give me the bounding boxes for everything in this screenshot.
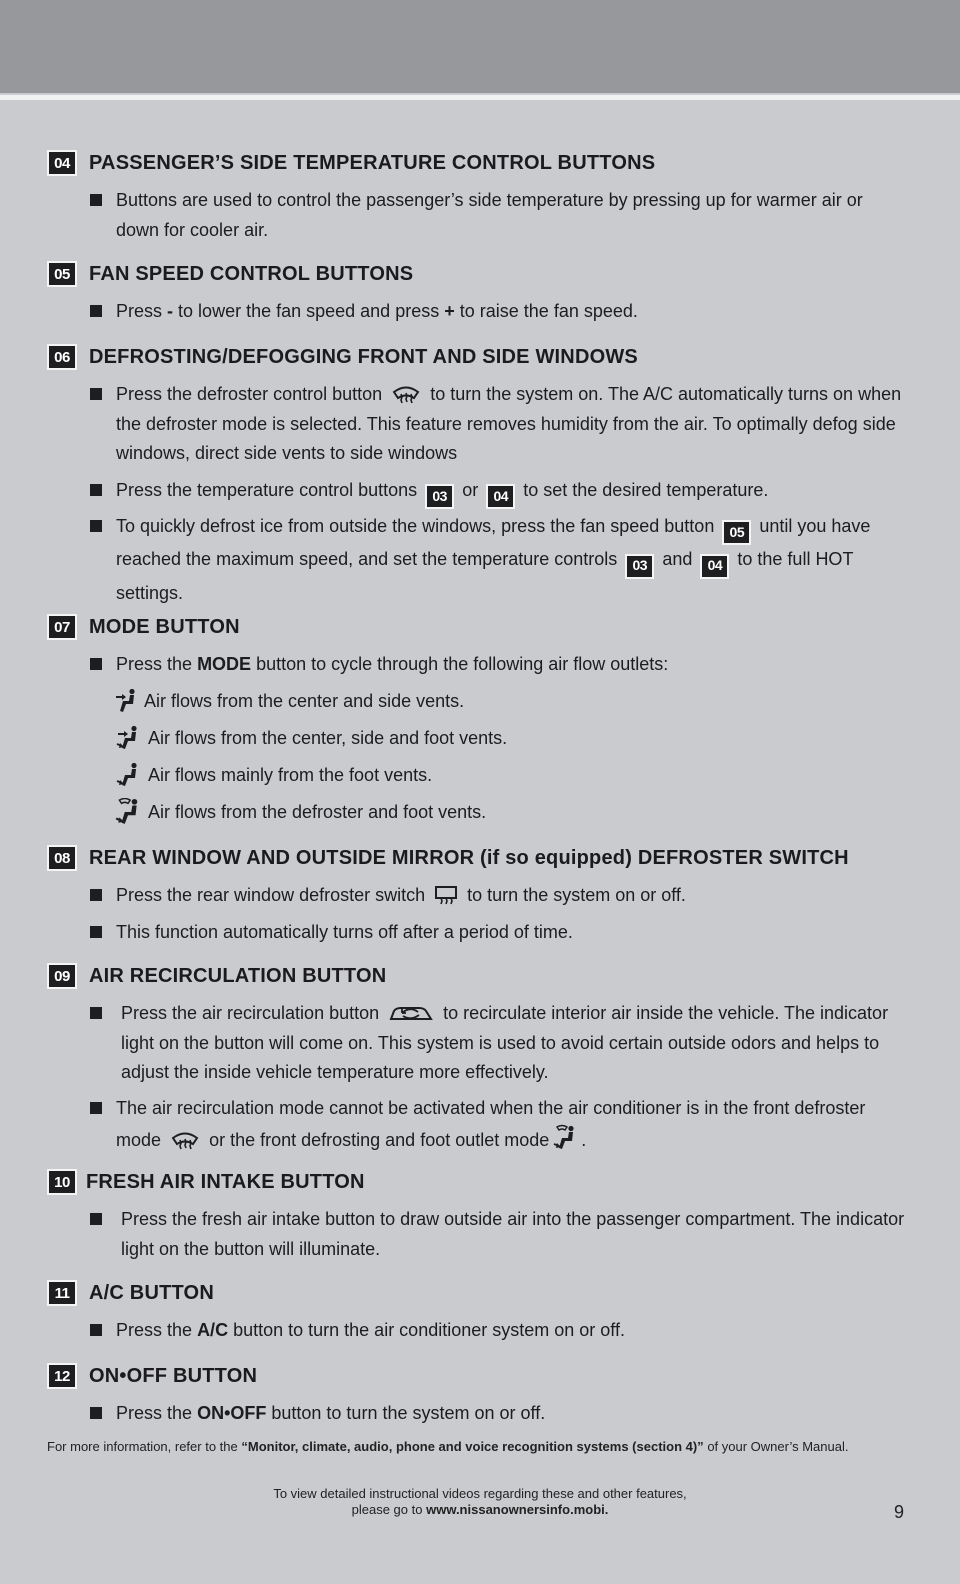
footer-line: To view detailed instructional videos regarding these and other features, <box>273 1486 687 1501</box>
text: until you have reached the maximum speed, and set the temperature controls <box>116 516 871 570</box>
front-defroster-icon <box>170 1128 200 1152</box>
text: Press the temperature control buttons <box>116 480 418 500</box>
text: to turn the system on. The A/C automatically turns on when the defroster mode is selected. This feature removes humidity from the air. To optimally defog side windows, direct side vents to side windows <box>116 384 902 463</box>
text: Press the rear window defroster switch <box>116 885 426 905</box>
bullet-square-icon <box>90 388 102 400</box>
section-title: FRESH AIR INTAKE BUTTON <box>86 1170 365 1193</box>
footer-line <box>200 1502 760 1518</box>
section-number-badge: 07 <box>47 614 77 640</box>
text: and <box>662 549 693 570</box>
section-title: FAN SPEED CONTROL BUTTONS <box>89 262 414 285</box>
section-number-badge: 08 <box>47 845 77 871</box>
text: Press <box>116 301 163 321</box>
bullet-text <box>116 650 906 680</box>
bullet-text <box>116 1094 906 1155</box>
bullet-text <box>116 881 906 911</box>
bullet-square-icon <box>90 305 102 317</box>
text: or <box>462 480 479 500</box>
bullet-text <box>116 1316 906 1346</box>
section-number-badge: 04 <box>47 150 77 176</box>
text: Press the <box>116 654 193 674</box>
mode-description: Air flows mainly from the foot vents. <box>148 764 433 785</box>
section-heading <box>47 342 638 372</box>
recirculation-car-icon <box>388 1003 434 1025</box>
section-title: ON•OFF BUTTON <box>89 1364 258 1387</box>
bullet-text <box>116 297 906 327</box>
vent-mode-icon <box>114 688 138 714</box>
mode-description: Air flows from the center and side vents. <box>144 690 465 711</box>
bullet-square-icon <box>90 1407 102 1419</box>
text: to recirculate interior air inside the vehicle. The indicator light on the button will come on. This system is used to avoid certain outside odors and helps to adjust the inside vehicle temperature more effectively. <box>121 1003 889 1082</box>
reference-badge: 03 <box>625 554 654 579</box>
bullet-square-icon <box>90 889 102 901</box>
section-heading <box>47 843 849 873</box>
mode-description: Air flows from the defroster and foot vents. <box>148 801 487 822</box>
bullet-text: This function automatically turns off after a period of time. <box>116 922 573 942</box>
mode-description: Air flows from the center, side and foot vents. <box>148 727 508 748</box>
bullet-text <box>121 999 901 1088</box>
reference-badge: 05 <box>722 520 751 545</box>
section-number-badge: 12 <box>47 1363 77 1389</box>
text: to turn the system on or off. <box>467 885 686 905</box>
defrost-foot-mode-icon <box>553 1124 577 1152</box>
footer <box>200 1486 760 1518</box>
text: or the front defrosting and foot outlet mode <box>209 1129 550 1150</box>
defrost-foot-mode-icon <box>114 798 142 826</box>
section-heading <box>47 259 413 289</box>
bullet-text <box>116 476 906 509</box>
bullet-square-icon <box>90 484 102 496</box>
text: Press the air recirculation button <box>121 1003 380 1023</box>
section-number-badge: 10 <box>47 1169 77 1195</box>
bullet-text: Press the fresh air intake button to draw outside air into the passenger compartment. The indicator light on the button will illuminate. <box>121 1209 905 1259</box>
mode-item <box>114 760 432 790</box>
section-title: DEFROSTING/DEFOGGING FRONT AND SIDE WINDOWS <box>89 345 638 368</box>
mode-item <box>114 723 507 753</box>
bullet-square-icon <box>90 926 102 938</box>
mode-label: MODE <box>197 654 252 674</box>
text: button to turn the air conditioner system on or off. <box>233 1320 625 1340</box>
footnote <box>47 1438 907 1455</box>
text: to set the desired temperature. <box>523 480 769 500</box>
manual-section-reference: “Monitor, climate, audio, phone and voice recognition systems (section 4)” <box>241 1439 704 1454</box>
minus-symbol: - <box>167 301 174 321</box>
bullet-text <box>116 380 906 469</box>
section-heading <box>47 1167 365 1197</box>
bullet-text: Buttons are used to control the passenger’s side temperature by pressing up for warmer air or down for cooler air. <box>116 190 863 240</box>
reference-badge: 03 <box>425 484 454 509</box>
on-off-label: ON•OFF <box>197 1403 267 1423</box>
front-defroster-icon <box>391 382 421 406</box>
text: . <box>581 1129 587 1150</box>
plus-symbol: + <box>444 301 455 321</box>
section-number-badge: 09 <box>47 963 77 989</box>
section-heading <box>47 612 240 642</box>
text: Press the defroster control button <box>116 384 383 404</box>
website-link[interactable]: www.nissanownersinfo.mobi. <box>426 1502 609 1517</box>
bullet-text <box>116 1399 906 1429</box>
top-banner <box>0 0 960 93</box>
bullet-square-icon <box>90 194 102 206</box>
page-number: 9 <box>894 1502 905 1522</box>
bullet-square-icon <box>90 520 102 532</box>
section-heading <box>47 1278 214 1308</box>
bullet-square-icon <box>90 1007 102 1019</box>
section-number-badge: 06 <box>47 344 77 370</box>
text: Press the <box>116 1320 193 1340</box>
section-title: REAR WINDOW AND OUTSIDE MIRROR (if so equipped) DEFROSTER SWITCH <box>89 846 849 869</box>
ac-label: A/C <box>197 1320 229 1340</box>
text: to the full HOT settings. <box>116 549 854 603</box>
mode-item <box>114 797 486 827</box>
section-title: A/C BUTTON <box>89 1281 214 1304</box>
text: button to cycle through the following air flow outlets: <box>256 654 669 674</box>
reference-badge: 04 <box>700 554 729 579</box>
text: please go to <box>351 1502 423 1517</box>
bullet-square-icon <box>90 658 102 670</box>
foot-mode-icon <box>114 762 142 788</box>
section-number-badge: 11 <box>47 1280 77 1306</box>
section-heading <box>47 148 655 178</box>
text: The air recirculation mode cannot be activated when the air conditioner is in the front defroster mode <box>116 1098 866 1150</box>
section-title: PASSENGER’S SIDE TEMPERATURE CONTROL BUTTONS <box>89 151 656 174</box>
text: of your Owner’s Manual. <box>707 1439 849 1454</box>
text: to raise the fan speed. <box>459 301 638 321</box>
rear-defroster-icon <box>434 885 458 907</box>
section-title: AIR RECIRCULATION BUTTON <box>89 964 387 987</box>
bullet-square-icon <box>90 1213 102 1225</box>
top-divider <box>0 95 960 100</box>
section-heading <box>47 961 386 991</box>
bullet-square-icon <box>90 1324 102 1336</box>
text: to lower the fan speed and press <box>178 301 440 321</box>
text: For more information, refer to the <box>47 1439 238 1454</box>
section-heading <box>47 1361 257 1391</box>
section-number-badge: 05 <box>47 261 77 287</box>
bullet-text <box>116 512 906 608</box>
text: Press the <box>116 1403 193 1423</box>
text: button to turn the system on or off. <box>271 1403 546 1423</box>
bilevel-mode-icon <box>114 725 142 751</box>
reference-badge: 04 <box>486 484 515 509</box>
mode-item <box>114 686 464 716</box>
text: To quickly defrost ice from outside the windows, press the fan speed button <box>116 516 715 536</box>
bullet-square-icon <box>90 1102 102 1114</box>
section-title: MODE BUTTON <box>89 615 240 638</box>
